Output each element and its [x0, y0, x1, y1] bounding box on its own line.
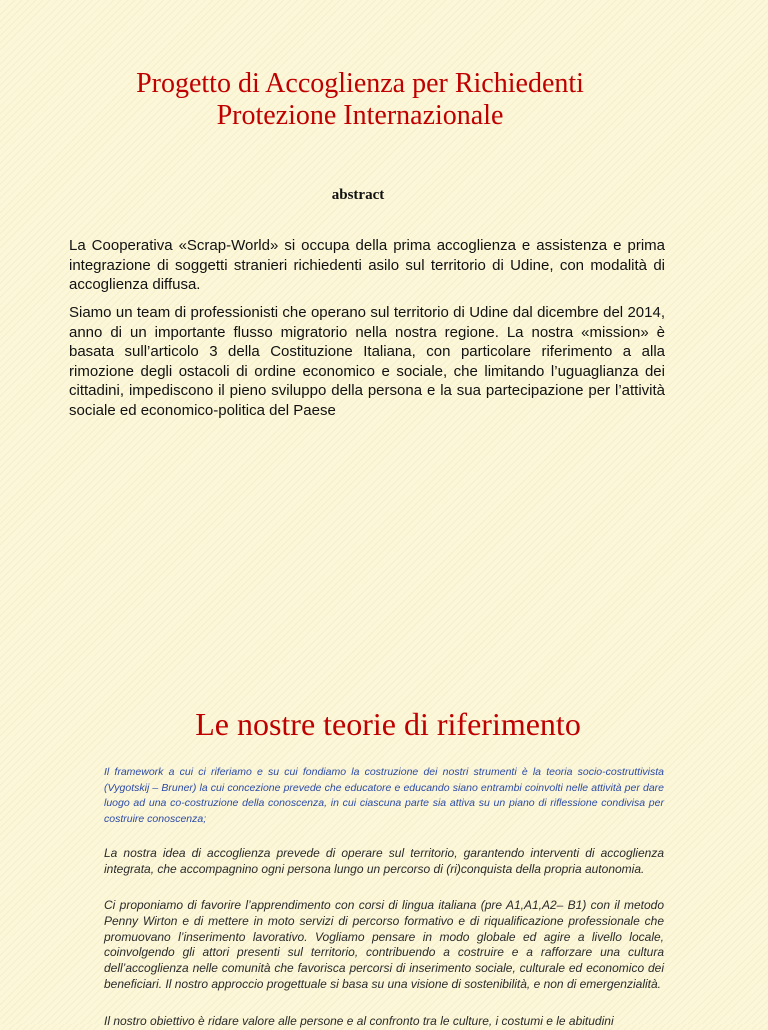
framework-quote: Il framework a cui ci riferiamo e su cui fondiamo la costruzione dei nostri strumenti è la teoria socio-costruttivista (Vygotskij – Bruner) la cui concezione prevede che educatore e educando siano entrambi coinvolti nelle attività per dare luogo ad una co-costruzione della conoscenza, in cui ciascuna parte sia attiva su un piano di riflessione condivisa per costruire conoscenza; — [104, 766, 664, 825]
accoglienza-paragraph: La nostra idea di accoglienza prevede di operare sul territorio, garantendo interventi di accoglienza integrata, che accompagnino ogni persona lungo un percorso di (ri)conquista della propria autonomia. — [104, 846, 664, 876]
title-line-2: Protezione Internazionale — [216, 100, 504, 131]
document-title — [60, 68, 660, 132]
goal-paragraph: Il nostro obiettivo è ridare valore alle persone e al confronto tra le culture, i costumi e le abitudini — [104, 1014, 614, 1028]
abstract-label: abstract — [331, 187, 385, 203]
mission-paragraph: Siamo un team di professionisti che operano sul territorio di Udine dal dicembre del 2014, anno di un importante flusso migratorio nella nostra regione. La nostra «mission» è basata sull’articolo 3 della Costituzione Italiana, con particolare riferimento a alla rimozione degli ostacoli di ordine economico e sociale, che limitando l’uguaglianza dei cittadini, impediscono il pieno sviluppo della persona e la sua partecipazione per l’attività sociale ed economico-politica del Paese — [69, 304, 665, 419]
intro-paragraph: La Cooperativa «Scrap-World» si occupa della prima accoglienza e assistenza e prima integrazione di soggetti stranieri richiedenti asilo sul territorio di Udine, con modalità di accoglienza diffusa. — [69, 237, 665, 293]
section-title: Le nostre teorie di riferimento — [195, 706, 581, 742]
title-line-1: Progetto di Accoglienza per Richiedenti — [136, 68, 584, 99]
proposal-paragraph: Ci proponiamo di favorire l’apprendimento con corsi di lingua italiana (pre A1,A1,A2– B1) con il metodo Penny Wirton e di mettere in moto servizi di percorso formativo e di riqualificazione professionale che promuovano l’inserimento lavorativo. Vogliamo pensare in modo globale ed agire a livello locale, coinvolgendo gli attori presenti sul territorio, contribuendo a costruire e a rafforzare una cultura dell’accoglienza nelle comunità che favorisca percorsi di inserimento sociale, culturale ed economico dei beneficiari. Il nostro approccio progettuale si basa su una visione di sostenibilità, e non di emergenzialità. — [104, 898, 664, 991]
